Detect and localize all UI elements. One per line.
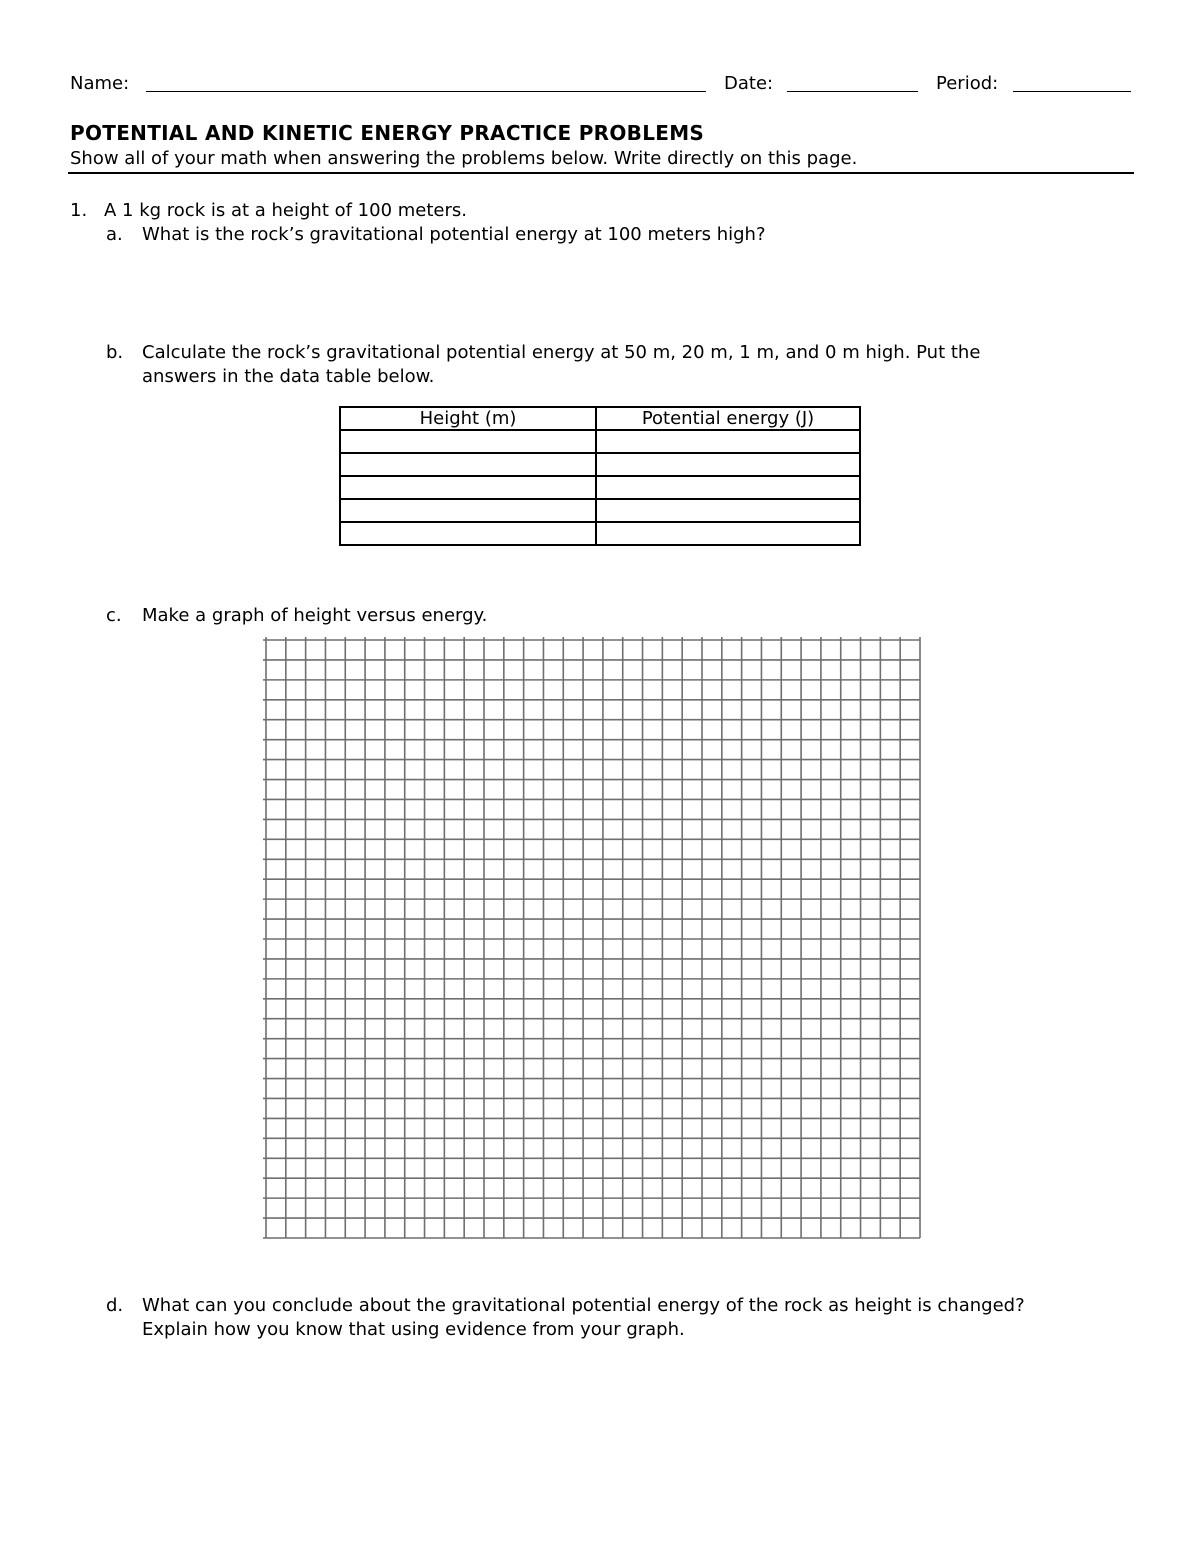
problem-number: 1.: [70, 200, 88, 221]
part-c-text: Make a graph of height versus energy.: [142, 605, 488, 626]
table-row: [340, 476, 860, 499]
period-label: Period:: [936, 73, 999, 94]
graph-grid[interactable]: [262, 636, 924, 1242]
table-header-row: [340, 407, 860, 430]
column-header-height: Height (m): [340, 407, 596, 430]
part-c-label: c.: [106, 605, 122, 626]
part-b-label: b.: [106, 342, 124, 363]
table-cell[interactable]: [596, 476, 860, 499]
name-label: Name:: [70, 73, 130, 94]
data-table: [339, 406, 861, 546]
table-cell[interactable]: [340, 453, 596, 476]
part-d-label: d.: [106, 1295, 124, 1316]
part-d-text-line1: What can you conclude about the gravitational potential energy of the rock as height is changed?: [142, 1295, 1025, 1316]
table-row: [340, 522, 860, 545]
table-row: [340, 453, 860, 476]
table-row: [340, 499, 860, 522]
table-cell[interactable]: [596, 453, 860, 476]
part-b-text-line2: answers in the data table below.: [142, 366, 435, 387]
table-cell[interactable]: [340, 499, 596, 522]
part-a-label: a.: [106, 224, 123, 245]
table-row: [340, 430, 860, 453]
instructions: Show all of your math when answering the problems below. Write directly on this page.: [70, 148, 858, 169]
table-cell[interactable]: [596, 499, 860, 522]
date-blank[interactable]: [787, 91, 918, 92]
name-blank[interactable]: [146, 91, 706, 92]
column-header-potential-energy: Potential energy (J): [596, 407, 860, 430]
part-d-text-line2: Explain how you know that using evidence from your graph.: [142, 1319, 685, 1340]
title-divider: [68, 172, 1134, 174]
table-cell[interactable]: [340, 522, 596, 545]
table-cell[interactable]: [596, 430, 860, 453]
date-label: Date:: [724, 73, 774, 94]
table-cell[interactable]: [340, 430, 596, 453]
page-title: POTENTIAL AND KINETIC ENERGY PRACTICE PROBLEMS: [70, 121, 705, 145]
period-blank[interactable]: [1013, 91, 1131, 92]
table-cell[interactable]: [340, 476, 596, 499]
part-b-text-line1: Calculate the rock’s gravitational potential energy at 50 m, 20 m, 1 m, and 0 m high. Put the: [142, 342, 981, 363]
problem-text: A 1 kg rock is at a height of 100 meters.: [104, 200, 467, 221]
part-a-text: What is the rock’s gravitational potential energy at 100 meters high?: [142, 224, 766, 245]
table-cell[interactable]: [596, 522, 860, 545]
